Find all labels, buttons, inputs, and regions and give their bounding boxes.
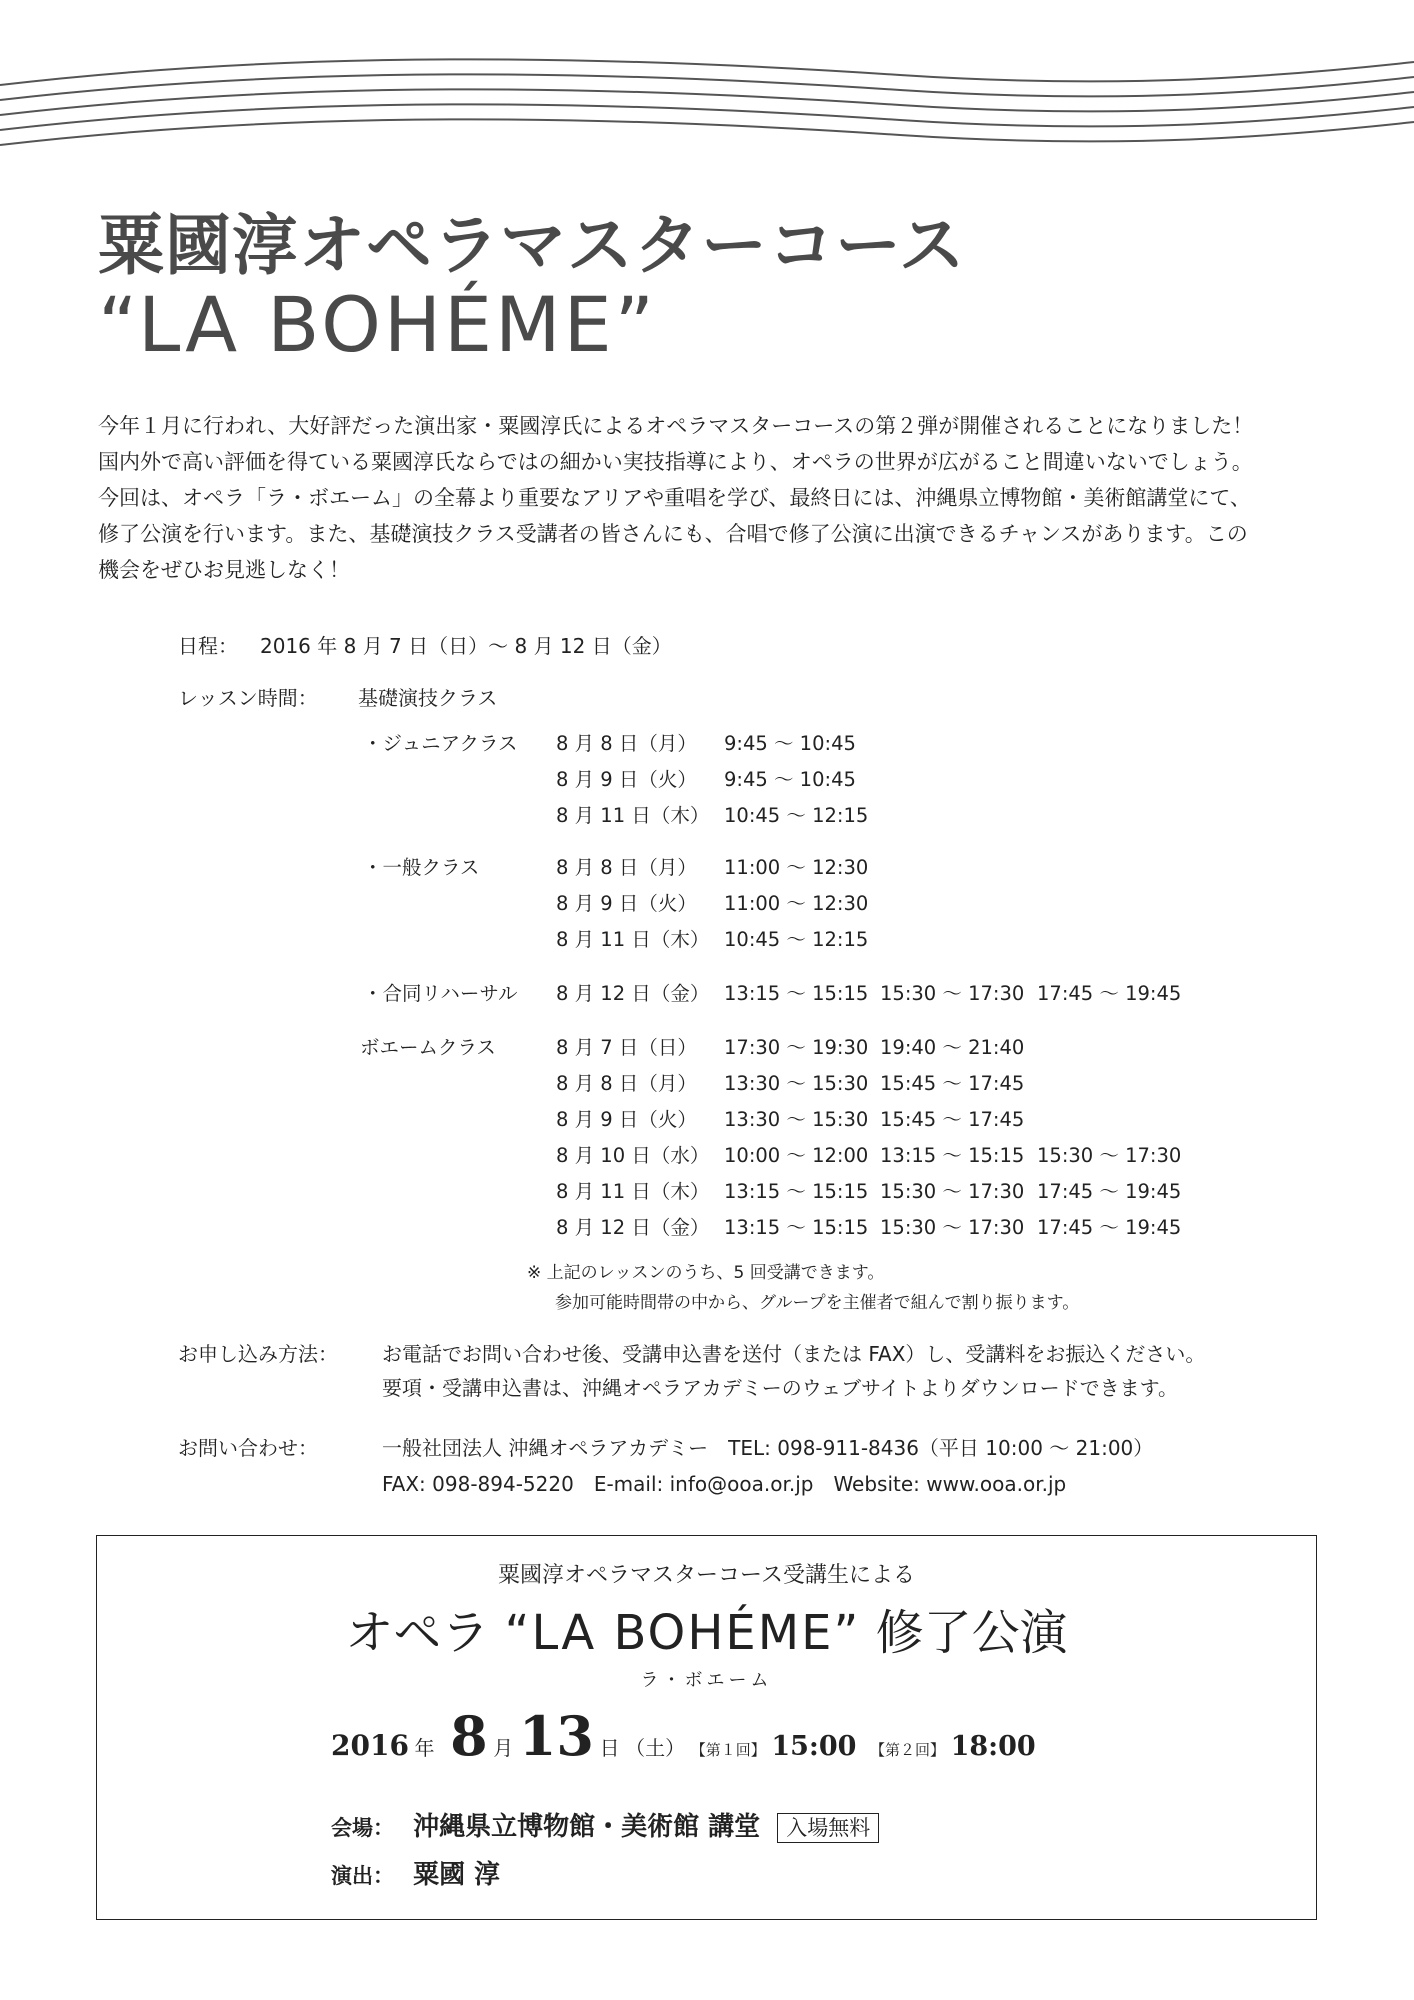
schedule-date: 8 月 12 日（金）: [556, 1216, 710, 1239]
venue-line: [331, 1806, 879, 1843]
show1-label: 【第１回】: [690, 1741, 766, 1759]
show2-label: 【第２回】: [870, 1741, 946, 1759]
schedule-time: 11:00 〜 12:30: [724, 856, 869, 879]
day-unit: 日: [599, 1736, 620, 1760]
weekday: （土）: [625, 1736, 686, 1760]
basic-class-label: 基礎演技クラス: [358, 686, 498, 710]
intro-line: 今回は、オペラ「ラ・ボエーム」の全幕より重要なアリアや重唱を学び、最終日には、沖縄県立博物館・美術館講堂にて、: [98, 486, 1251, 510]
performance-subtitle: 粟國淳オペラマスターコース受講生による: [498, 1563, 915, 1588]
schedule-date: 8 月 7 日（日）: [556, 1036, 697, 1059]
schedule-time: 15:45 〜 17:45: [880, 1108, 1025, 1131]
note-line: ※ 上記のレッスンのうち、5 回受講できます。: [527, 1263, 885, 1283]
schedule-time: 13:15 〜 15:15: [724, 982, 869, 1005]
schedule-time: 17:45 〜 19:45: [1037, 982, 1182, 1005]
schedule-time: 17:30 〜 19:30: [724, 1036, 869, 1059]
show1-time: 15:00: [771, 1731, 857, 1762]
schedule-time: 15:45 〜 17:45: [880, 1072, 1025, 1095]
performance-box: [96, 1535, 1317, 1920]
dates-value: 2016 年 8 月 7 日（日）〜 8 月 12 日（金）: [260, 634, 672, 658]
schedule-time: 19:40 〜 21:40: [880, 1036, 1025, 1059]
junior-class-label: ・ジュニアクラス: [363, 732, 518, 755]
director-label: 演出：: [331, 1863, 394, 1888]
schedule-time: 13:15 〜 15:15: [880, 1144, 1025, 1167]
schedule-time: 13:15 〜 15:15: [724, 1216, 869, 1239]
contact-line: 一般社団法人 沖縄オペラアカデミー TEL: 098-911-8436（平日 10:00 〜 21:00）: [382, 1436, 1154, 1460]
apply-line: 要項・受講申込書は、沖縄オペラアカデミーのウェブサイトよりダウンロードできます。: [382, 1376, 1178, 1400]
schedule-date: 8 月 8 日（月）: [556, 856, 697, 879]
year-unit: 年: [414, 1736, 435, 1760]
schedule-time: 10:45 〜 12:15: [724, 804, 869, 827]
schedule-time: 9:45 〜 10:45: [724, 768, 856, 791]
month-unit: 月: [493, 1736, 514, 1760]
venue-label: 会場：: [331, 1815, 394, 1840]
intro-line: 機会をぜひお見逃しなく！: [98, 558, 350, 582]
general-class-label: ・一般クラス: [363, 856, 480, 879]
dates-label: 日程：: [178, 634, 238, 658]
page-title-jp: 粟國淳オペラマスターコース: [98, 207, 966, 284]
staff-lines-decoration: [0, 40, 1414, 170]
lesson-label: レッスン時間：: [178, 686, 318, 710]
schedule-date: 8 月 11 日（木）: [556, 804, 710, 827]
schedule-time: 17:45 〜 19:45: [1037, 1180, 1182, 1203]
schedule-date: 8 月 9 日（火）: [556, 1108, 697, 1131]
month: 8: [450, 1704, 488, 1768]
venue-name: 沖縄県立博物館・美術館 講堂: [413, 1812, 761, 1842]
schedule-date: 8 月 11 日（木）: [556, 928, 710, 951]
intro-line: 国内外で高い評価を得ている粟國淳氏ならではの細かい実技指導により、オペラの世界が広がること間違いないでしょう。: [98, 450, 1253, 474]
contact-label: お問い合わせ：: [178, 1436, 318, 1460]
year: 2016: [331, 1729, 409, 1762]
schedule-time: 15:30 〜 17:30: [880, 1180, 1025, 1203]
schedule-time: 15:30 〜 17:30: [1037, 1144, 1182, 1167]
show2-time: 18:00: [950, 1731, 1036, 1762]
schedule-date: 8 月 8 日（月）: [556, 732, 697, 755]
schedule-time: 17:45 〜 19:45: [1037, 1216, 1182, 1239]
schedule-date: 8 月 8 日（月）: [556, 1072, 697, 1095]
schedule-time: 15:30 〜 17:30: [880, 1216, 1025, 1239]
rehearsal-label: ・合同リハーサル: [363, 982, 518, 1005]
schedule-time: 11:00 〜 12:30: [724, 892, 869, 915]
director-line: [331, 1854, 500, 1891]
apply-label: お申し込み方法：: [178, 1342, 338, 1366]
schedule-time: 9:45 〜 10:45: [724, 732, 856, 755]
intro-line: 今年１月に行われ、大好評だった演出家・粟國淳氏によるオペラマスターコースの第２弾が開催されることになりました！: [98, 414, 1254, 438]
schedule-time: 13:15 〜 15:15: [724, 1180, 869, 1203]
performance-date: [331, 1704, 1036, 1768]
schedule-date: 8 月 11 日（木）: [556, 1180, 710, 1203]
boheme-class-label: ボエームクラス: [360, 1036, 496, 1059]
schedule-time: 13:30 〜 15:30: [724, 1072, 869, 1095]
performance-title-post: 修了公演: [875, 1605, 1068, 1661]
schedule-date: 8 月 12 日（金）: [556, 982, 710, 1005]
performance-title-en: “LA BOHÉME”: [504, 1605, 861, 1661]
schedule-date: 8 月 9 日（火）: [556, 892, 697, 915]
schedule-time: 13:30 〜 15:30: [724, 1108, 869, 1131]
schedule-time: 10:45 〜 12:15: [724, 928, 869, 951]
schedule-date: 8 月 10 日（水）: [556, 1144, 710, 1167]
intro-paragraph: [98, 408, 1328, 588]
director-name: 粟國 淳: [413, 1860, 501, 1890]
note-line: 参加可能時間帯の中から、グループを主催者で組んで割り振ります。: [555, 1293, 1080, 1313]
page-title-en: “LA BOHÉME”: [98, 280, 658, 369]
apply-line: お電話でお問い合わせ後、受講申込書を送付（または FAX）し、受講料をお振込ください。: [382, 1342, 1206, 1366]
performance-title-pre: オペラ: [345, 1605, 490, 1661]
schedule-date: 8 月 9 日（火）: [556, 768, 697, 791]
day: 13: [518, 1704, 594, 1768]
free-admission-badge: 入場無料: [777, 1813, 879, 1843]
contact-line: FAX: 098-894-5220 E-mail: info@ooa.or.jp Website: www.ooa.or.jp: [382, 1472, 1067, 1496]
schedule-time: 10:00 〜 12:00: [724, 1144, 869, 1167]
performance-ruby: ラ・ボエーム: [640, 1670, 773, 1691]
performance-title: [97, 1594, 1316, 1663]
intro-line: 修了公演を行います。また、基礎演技クラス受講者の皆さんにも、合唱で修了公演に出演できるチャンスがあります。この: [98, 522, 1248, 546]
schedule-time: 15:30 〜 17:30: [880, 982, 1025, 1005]
